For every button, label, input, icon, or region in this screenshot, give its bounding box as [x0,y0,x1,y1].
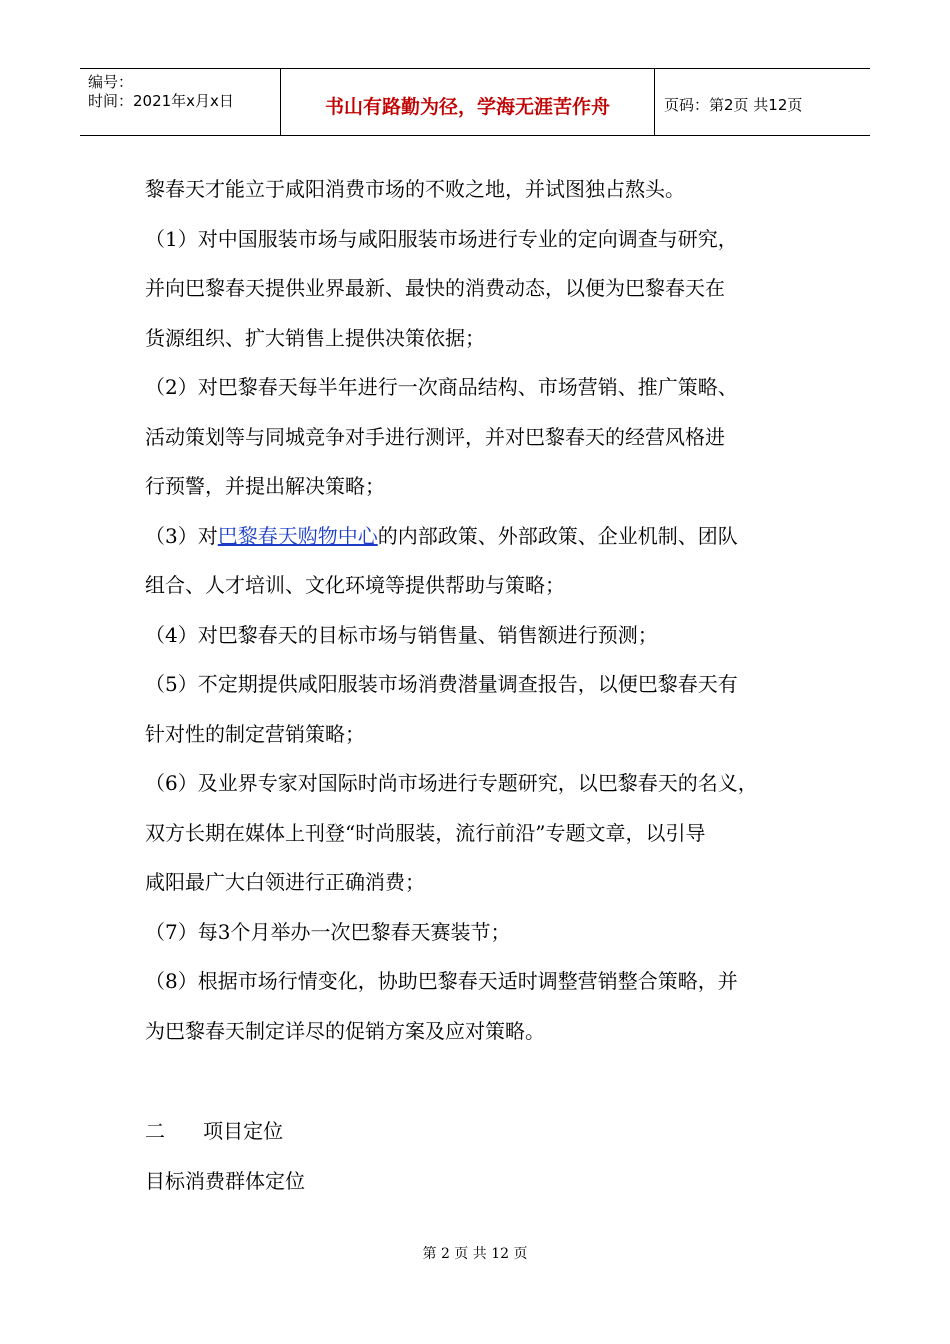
subheading: 目标消费群体定位 [145,1168,305,1193]
document-date: 时间：2021年x月x日 [88,92,234,110]
paragraph-line: 货源组织、扩大销售上提供决策依据； [145,325,485,350]
paragraph-line: （2）对巴黎春天每半年进行一次商品结构、市场营销、推广策略、 [145,375,738,399]
paragraph-line: 咸阳最广大白领进行正确消费； [145,870,425,894]
paragraph-line: （5）不定期提供咸阳服装市场消费潜量调查报告，以便巴黎春天有 [145,672,738,696]
paragraph-line: 组合、人才培训、文化环境等提供帮助与策略； [145,573,565,597]
header-meta [80,69,281,135]
paragraph-line: 黎春天才能立于咸阳消费市场的不败之地，并试图独占熬头。 [145,177,685,201]
paragraph-line: 行预警，并提出解决策略； [145,474,385,498]
header-motto-cell [281,69,655,135]
paragraph-line: （8）根据市场行情变化，协助巴黎春天适时调整营销整合策略，并 [145,969,738,993]
document-body [145,165,825,1206]
header-motto: 书山有路勤为径，学海无涯苦作舟 [324,96,610,118]
paragraph-line: （6）及业界专家对国际时尚市场进行专题研究，以巴黎春天的名义， [145,771,758,795]
paragraph-line-item3 [145,512,825,562]
paragraph-line: 为巴黎春天制定详尽的促销方案及应对策略。 [145,1018,545,1043]
shopping-center-link[interactable]: 巴黎春天购物中心 [217,523,378,548]
paragraph-line: 并向巴黎春天提供业界最新、最快的消费动态，以便为巴黎春天在 [145,276,725,300]
paragraph-line: （1）对中国服装市场与咸阳服装市场进行专业的定向调查与研究， [145,226,738,251]
paragraph-line: 双方长期在媒体上刊登“时尚服装，流行前沿”专题文章，以引导 [145,820,706,845]
paragraph-gap [145,1056,825,1107]
header-page-cell [655,69,870,135]
section-heading: 二 项目定位 [145,1119,284,1143]
paragraph-line: （7）每3个月举办一次巴黎春天赛装节； [145,919,511,944]
header-page-info: 页码：第2页 共12页 [664,96,803,114]
paragraph-line: 活动策划等与同城竞争对手进行测评，并对巴黎春天的经营风格进 [145,424,725,449]
page-footer: 第 2 页 共 12 页 [422,1246,528,1262]
paragraph-line: 针对性的制定营销策略； [145,721,365,746]
document-number-label: 编号： [88,73,134,91]
item3-suffix: 的内部政策、外部政策、企业机制、团队 [377,523,738,548]
paragraph-line: （4）对巴黎春天的目标市场与销售量、销售额进行预测； [145,622,658,647]
page-header [80,68,870,136]
item3-prefix: （3）对 [145,523,218,548]
